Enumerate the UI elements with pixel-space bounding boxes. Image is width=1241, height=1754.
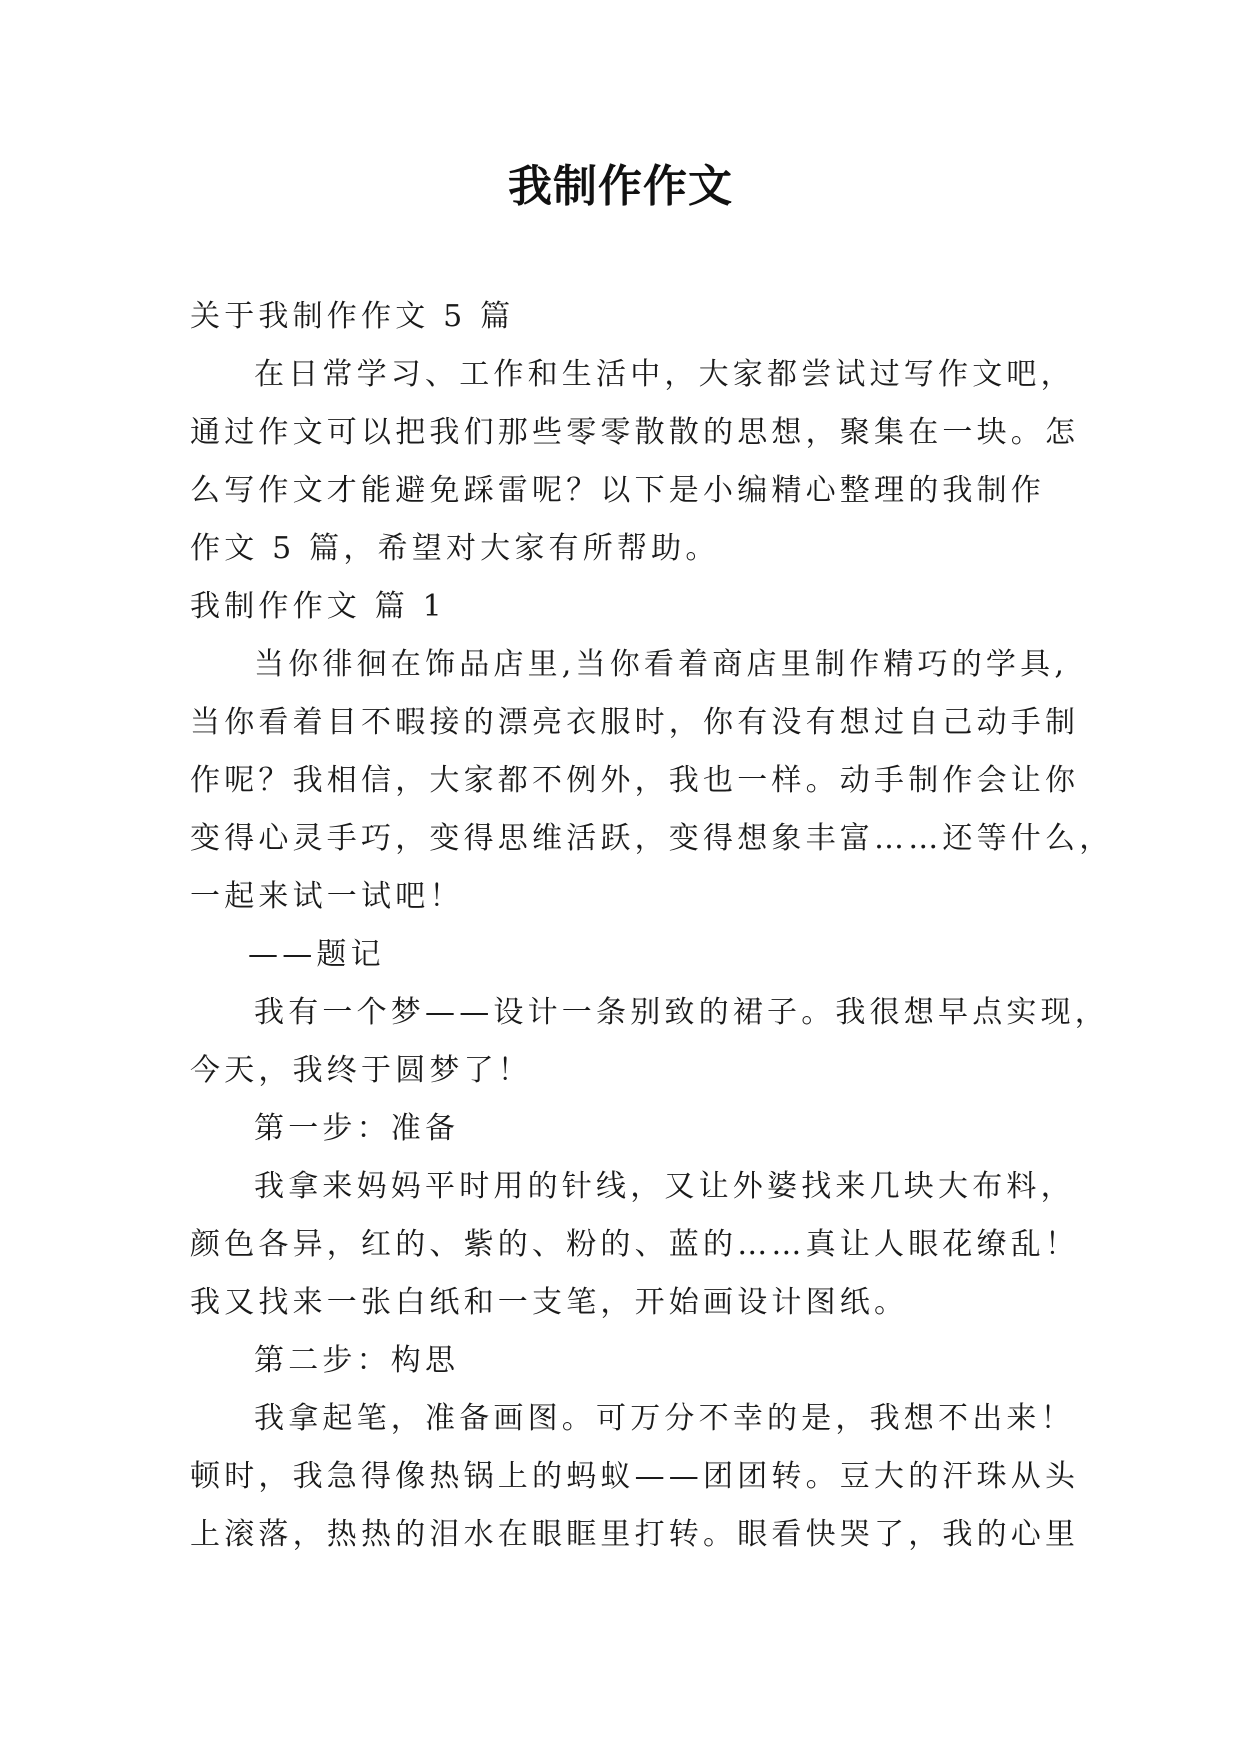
document-body [190,288,1114,1564]
intro-line: 通过作文可以把我们那些零零散散的思想，聚集在一块。怎 [190,415,1080,450]
paragraph-3 [190,1158,1080,1332]
paragraph-line: 我又找来一张白纸和一支笔，开始画设计图纸。 [190,1285,909,1320]
paragraph-4 [190,1390,1080,1564]
intro-heading: 关于我制作作文 5 篇 [190,299,515,334]
paragraph-line: 我有一个梦——设计一条别致的裙子。我很想早点实现， [254,995,1109,1030]
intro-line: 么写作文才能避免踩雷呢？以下是小编精心整理的我制作 [190,473,1045,508]
paragraph-line: 今天，我终于圆梦了！ [190,1053,532,1088]
inscription: ——题记 [248,937,385,972]
intro-line: 作文 5 篇，希望对大家有所帮助。 [190,531,720,566]
paragraph-line: 当你徘徊在饰品店里,当你看着商店里制作精巧的学具, [254,647,1069,682]
document-title: 我制作作文 [508,161,733,212]
paragraph-2 [190,984,1109,1100]
paragraph-line: 上滚落，热热的泪水在眼眶里打转。眼看快哭了，我的心里 [190,1517,1080,1552]
paragraph-line: 我拿起笔，准备画图。可万分不幸的是，我想不出来！ [254,1401,1075,1436]
paragraph-line: 作呢？我相信，大家都不例外，我也一样。动手制作会让你 [190,763,1080,798]
paragraph-line: 当你看着目不暇接的漂亮衣服时，你有没有想过自己动手制 [190,705,1080,740]
paragraph-line: 变得心灵手巧，变得思维活跃，变得想象丰富……还等什么， [190,821,1114,856]
paragraph-line: 一起来试一试吧！ [190,879,464,914]
paragraph-line: 顿时，我急得像热锅上的蚂蚁——团团转。豆大的汗珠从头 [190,1459,1080,1494]
paragraph-line: 我拿来妈妈平时用的针线，又让外婆找来几块大布料， [254,1169,1075,1204]
paragraph-1 [190,636,1114,926]
paragraph-line: 颜色各异，红的、紫的、粉的、蓝的……真让人眼花缭乱！ [190,1227,1080,1262]
step-1-heading: 第一步：准备 [254,1111,460,1146]
section-heading: 我制作作文 篇 1 [190,589,446,624]
intro-line: 在日常学习、工作和生活中，大家都尝试过写作文吧， [254,357,1075,392]
intro-paragraph [190,346,1080,578]
step-2-heading: 第二步：构思 [254,1343,460,1378]
